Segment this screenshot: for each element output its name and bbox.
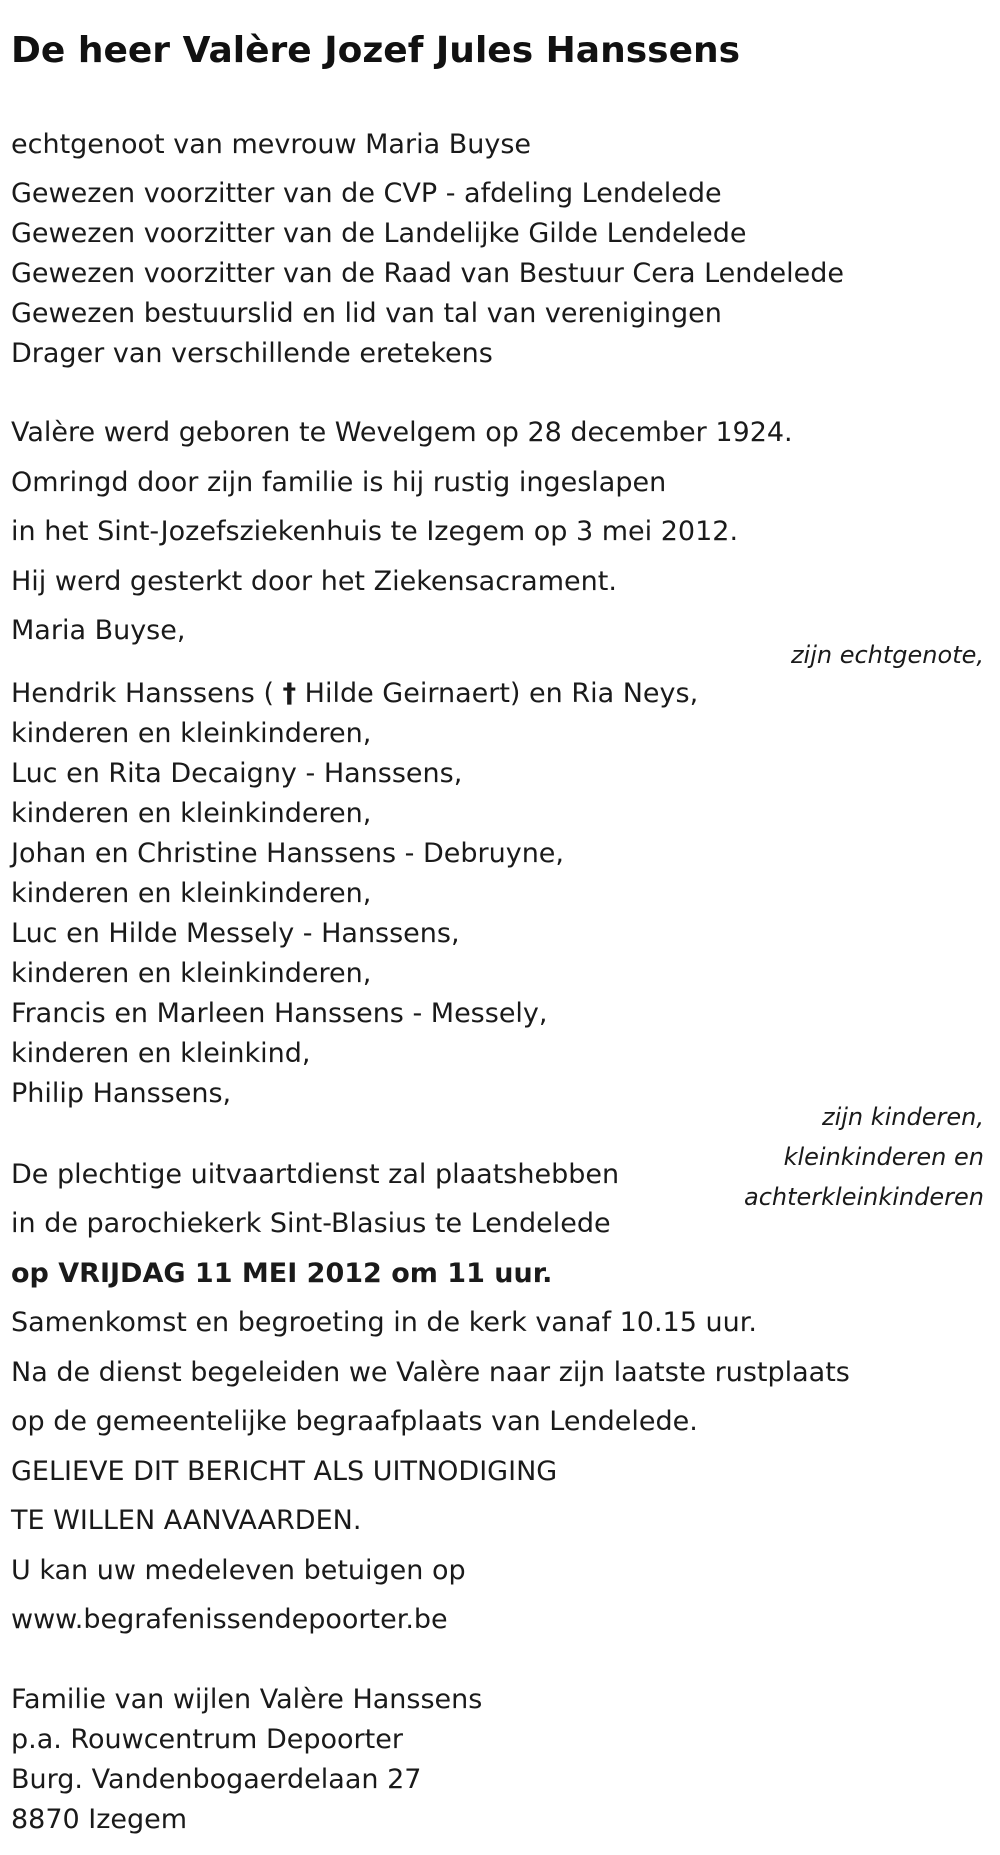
family-line: kinderen en kleinkinderen, [11,958,372,989]
family-line [11,680,698,707]
spouse-line: echtgenoot van mevrouw Maria Buyse [11,129,532,160]
passing-line: in het Sint-Jozefsziekenhuis te Izegem op 3 mei 2012. [11,516,739,547]
address-line: p.a. Rouwcentrum Depoorter [11,1724,403,1755]
address-line: Familie van wijlen Valère Hanssens [11,1684,483,1715]
family-line: kinderen en kleinkinderen, [11,718,372,749]
role-line: Gewezen voorzitter van de CVP - afdeling Lendelede [11,178,722,209]
service-line: in de parochiekerk Sint-Blasius te Lendelede [11,1208,611,1239]
service-line: De plechtige uitvaartdienst zal plaatshebben [11,1159,620,1190]
family-line: Francis en Marleen Hanssens - Messely, [11,998,548,1029]
children-role: achterkleinkinderen [744,1183,984,1211]
cross-icon: † [282,678,297,709]
children-role: zijn kinderen, [821,1103,984,1131]
address-line: 8870 Izegem [11,1804,188,1835]
family-line: Philip Hanssens, [11,1078,232,1109]
role-line: Gewezen voorzitter van de Raad van Bestuur Cera Lendelede [11,258,845,289]
family-text: Hilde Geirnaert) en Ria Neys, [296,678,699,709]
role-line: Drager van verschillende eretekens [11,338,493,369]
website-link[interactable]: www.begrafenissendepoorter.be [11,1604,448,1635]
family-line: kinderen en kleinkinderen, [11,878,372,909]
address-line: Burg. Vandenbogaerdelaan 27 [11,1764,422,1795]
role-line: Gewezen voorzitter van de Landelijke Gilde Lendelede [11,218,747,249]
birth-line: Valère werd geboren te Wevelgem op 28 december 1924. [11,417,793,448]
family-line: Luc en Hilde Messely - Hanssens, [11,918,460,949]
family-line: Luc en Rita Decaigny - Hanssens, [11,758,463,789]
sacrament-line: Hij werd gesterkt door het Ziekensacrament. [11,566,617,597]
invite-line: TE WILLEN AANVAARDEN. [11,1505,362,1536]
passing-line: Omringd door zijn familie is hij rustig ingeslapen [11,467,667,498]
page-title: De heer Valère Jozef Jules Hanssens [11,30,741,71]
burial-line: Na de dienst begeleiden we Valère naar zijn laatste rustplaats [11,1357,850,1388]
service-date: op VRIJDAG 11 MEI 2012 om 11 uur. [11,1258,553,1289]
invite-line: GELIEVE DIT BERICHT ALS UITNODIGING [11,1456,558,1487]
gathering-line: Samenkomst en begroeting in de kerk vanaf 10.15 uur. [11,1307,757,1338]
family-line: kinderen en kleinkinderen, [11,798,372,829]
family-line: Johan en Christine Hanssens - Debruyne, [11,838,564,869]
family-text: Hendrik Hanssens ( [11,678,283,709]
role-line: Gewezen bestuurslid en lid van tal van verenigingen [11,298,722,329]
spouse-name: Maria Buyse, [11,615,186,646]
spouse-role: zijn echtgenote, [790,641,984,669]
children-role: kleinkinderen en [783,1143,984,1171]
family-line: kinderen en kleinkind, [11,1038,311,1069]
condolence-line: U kan uw medeleven betuigen op [11,1555,466,1586]
burial-line: op de gemeentelijke begraafplaats van Lendelede. [11,1406,698,1437]
